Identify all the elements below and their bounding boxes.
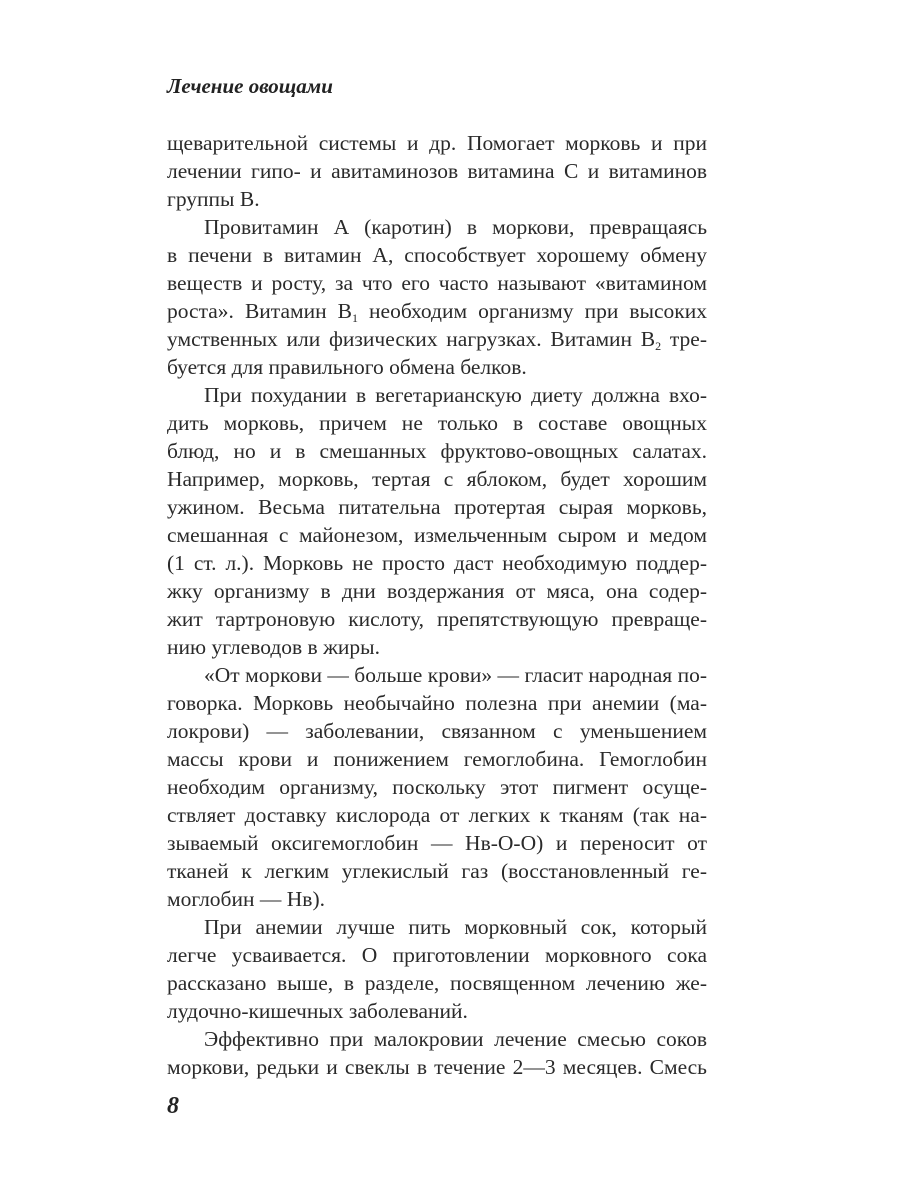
text-line xyxy=(167,717,707,745)
text-line-content: «От моркови — больше крови» — гласит народная по- xyxy=(204,663,707,687)
text-line-content: моркови, редьки и свеклы в течение 2—3 месяцев. Смесь xyxy=(167,1055,707,1079)
text-line-content: дить морковь, причем не только в составе овощных xyxy=(167,411,707,435)
text-line xyxy=(167,409,707,437)
text-line xyxy=(167,185,707,213)
text-line-content: нию углеводов в жиры. xyxy=(167,635,381,659)
text-line xyxy=(167,521,707,549)
text-line-content-after: тре- xyxy=(661,327,707,351)
text-line-content: При похудании в вегетарианскую диету должна вхо- xyxy=(204,383,707,407)
text-line-content: ужином. Весьма питательна протертая сырая морковь, xyxy=(167,495,707,519)
text-line xyxy=(167,997,707,1025)
text-line-content: роста». Витамин В xyxy=(167,299,352,323)
text-line-content: тканей к легким углекислый газ (восстановленный ге- xyxy=(167,859,707,883)
text-line-content: Эффективно при малокровии лечение смесью соков xyxy=(204,1027,707,1051)
text-line xyxy=(167,969,707,997)
text-line-content: блюд, но и в смешанных фруктово-овощных салатах. xyxy=(167,439,707,463)
text-line-content: смешанная с майонезом, измельченным сыром и медом xyxy=(167,523,707,547)
text-line-content-after: необходим организму при высоких xyxy=(358,299,707,323)
text-line xyxy=(167,605,707,633)
text-line-content: в печени в витамин А, способствует хорошему обмену xyxy=(167,243,707,267)
text-line xyxy=(167,325,707,353)
text-line-content: лудочно-кишечных заболеваний. xyxy=(167,999,468,1023)
text-line xyxy=(167,801,707,829)
text-line xyxy=(167,689,707,717)
text-line xyxy=(167,157,707,185)
text-line-content: При анемии лучше пить морковный сок, который xyxy=(204,915,707,939)
text-line xyxy=(167,661,707,689)
text-line xyxy=(167,829,707,857)
text-line-content: необходим организму, поскольку этот пигмент осуще- xyxy=(167,775,707,799)
text-line-content: говорка. Морковь необычайно полезна при анемии (ма- xyxy=(167,691,707,715)
text-line xyxy=(167,941,707,969)
text-line-content: рассказано выше, в разделе, посвященном лечению же- xyxy=(167,971,707,995)
text-line xyxy=(167,241,707,269)
text-line-content: группы В. xyxy=(167,187,260,211)
text-line xyxy=(167,465,707,493)
text-line-content: жит тартроновую кислоту, препятствующую превраще- xyxy=(167,607,707,631)
text-line-content: Например, морковь, тертая с яблоком, будет хорошим xyxy=(167,467,707,491)
text-line-content: буется для правильного обмена белков. xyxy=(167,355,527,379)
text-line-content: массы крови и понижением гемоглобина. Гемоглобин xyxy=(167,747,707,771)
text-line xyxy=(167,745,707,773)
text-line xyxy=(167,773,707,801)
text-line xyxy=(167,577,707,605)
text-line-content: щеварительной системы и др. Помогает морковь и при xyxy=(167,131,707,155)
text-line xyxy=(167,129,707,157)
text-line xyxy=(167,213,707,241)
text-line-content: лечении гипо- и авитаминозов витамина С и витаминов xyxy=(167,159,707,183)
text-line-content: локрови) — заболевании, связанном с уменьшением xyxy=(167,719,707,743)
text-line xyxy=(167,857,707,885)
text-line-content: умственных или физических нагрузках. Витамин В xyxy=(167,327,656,351)
text-line xyxy=(167,381,707,409)
text-line-content: зываемый оксигемоглобин — Нв-О-О) и переносит от xyxy=(167,831,707,855)
text-line-content: моглобин — Нв). xyxy=(167,887,325,911)
text-line xyxy=(167,549,707,577)
body-text xyxy=(167,129,707,1081)
text-line-content: (1 ст. л.). Морковь не просто даст необходимую поддер- xyxy=(167,551,707,575)
text-line xyxy=(167,1025,707,1053)
subscript: 2 xyxy=(655,339,662,353)
text-line xyxy=(167,437,707,465)
text-line xyxy=(167,493,707,521)
text-line xyxy=(167,297,707,325)
text-line xyxy=(167,353,707,381)
subscript: 1 xyxy=(352,311,358,325)
text-line xyxy=(167,913,707,941)
text-line-content: веществ и росту, за что его часто называют «витамином xyxy=(167,271,707,295)
running-title: Лечение овощами xyxy=(167,74,333,98)
text-line xyxy=(167,885,707,913)
text-line xyxy=(167,1053,707,1081)
text-line-content: жку организму в дни воздержания от мяса, она содер- xyxy=(167,579,707,603)
page-number: 8 xyxy=(167,1093,179,1119)
text-line xyxy=(167,269,707,297)
text-line-content: ствляет доставку кислорода от легких к тканям (так на- xyxy=(167,803,707,827)
text-line-content: легче усваивается. О приготовлении морковного сока xyxy=(167,943,707,967)
text-line xyxy=(167,633,707,661)
text-line-content: Провитамин А (каротин) в моркови, превращаясь xyxy=(204,215,707,239)
